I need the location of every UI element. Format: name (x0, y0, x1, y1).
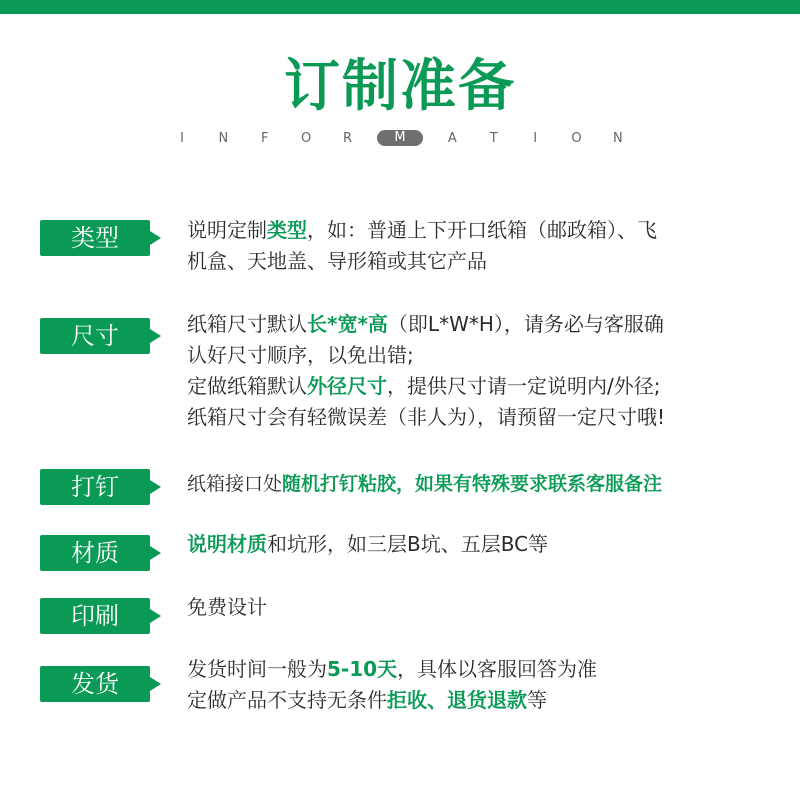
arrow-right-icon (150, 609, 161, 623)
body-text: 等 (527, 688, 547, 712)
highlight-text: 拒收、退货退款 (387, 688, 527, 712)
highlight-text: 类型 (267, 218, 307, 242)
section-description (187, 215, 767, 277)
section-label: 打钉 (71, 473, 119, 501)
highlight-text: 外径尺寸 (307, 374, 387, 398)
arrow-right-icon (150, 677, 161, 691)
section-description (187, 654, 767, 716)
section-label-tag (40, 318, 150, 354)
subtitle-letter: I (180, 130, 184, 146)
subtitle-letter: N (613, 130, 623, 146)
description-line (187, 592, 767, 623)
subtitle-letter: F (261, 130, 269, 146)
body-text: ，如：普通上下开口纸箱（邮政箱）、飞 (307, 218, 657, 242)
body-text: ，提供尺寸请一定说明内/外径; (387, 374, 661, 398)
subtitle-letter: R (343, 130, 353, 146)
description-line (187, 215, 767, 246)
highlight-text: 长*宽*高 (307, 312, 388, 336)
section-label-tag (40, 666, 150, 702)
body-text: 纸箱接口处 (187, 473, 283, 495)
section-label: 类型 (71, 224, 119, 252)
subtitle-highlight-letter: M (377, 130, 423, 146)
description-line (187, 529, 767, 560)
description-line (187, 654, 767, 685)
arrow-right-icon (150, 480, 161, 494)
section-label-tag (40, 220, 150, 256)
description-line (187, 371, 767, 402)
subtitle-letter: A (447, 130, 457, 146)
description-line (187, 309, 767, 340)
body-text: 定做产品不支持无条件 (187, 688, 387, 712)
section-label: 尺寸 (71, 322, 119, 350)
arrow-right-icon (150, 546, 161, 560)
subtitle-letter: N (218, 130, 229, 146)
page-title: 订制准备 (284, 54, 516, 119)
subtitle-letter: I (533, 130, 538, 146)
highlight-text: 随机打钉粘胶，如果有特殊要求联系客服备注 (282, 473, 663, 495)
subtitle-letter: T (489, 130, 498, 146)
body-text: 纸箱尺寸默认 (187, 312, 307, 336)
body-text: 说明定制 (187, 218, 267, 242)
body-text: 发货时间一般为 (187, 657, 327, 681)
section-label: 材质 (71, 539, 119, 567)
body-text: 免费设计 (187, 595, 267, 619)
description-line (187, 246, 767, 277)
section-label: 发货 (71, 670, 119, 698)
subtitle-letter: O (571, 130, 582, 146)
body-text: 认好尺寸顺序，以免出错; (187, 343, 414, 367)
body-text: 纸箱尺寸会有轻微误差（非人为），请预留一定尺寸哦! (187, 405, 666, 429)
body-text: ，具体以客服回答为准 (397, 657, 598, 681)
section-label: 印刷 (71, 602, 119, 630)
body-text: （即L*W*H），请务必与客服确 (387, 312, 664, 336)
subtitle-letter: O (301, 130, 312, 146)
body-text: 和坑形，如三层B坑、五层BC等 (267, 532, 549, 556)
arrow-right-icon (150, 231, 161, 245)
subtitle-information (170, 128, 630, 148)
description-line (187, 402, 767, 433)
description-line (187, 340, 767, 371)
section-label-tag (40, 598, 150, 634)
body-text: 定做纸箱默认 (187, 374, 307, 398)
description-line (187, 469, 767, 500)
top-accent-bar (0, 0, 800, 14)
arrow-right-icon (150, 329, 161, 343)
section-label-tag (40, 535, 150, 571)
section-description (187, 469, 767, 500)
description-line (187, 685, 767, 716)
section-description (187, 592, 767, 623)
highlight-text: 说明材质 (187, 532, 267, 556)
section-description (187, 529, 767, 560)
section-label-tag (40, 469, 150, 505)
section-description (187, 309, 767, 433)
highlight-text: 5-10天 (327, 657, 398, 681)
body-text: 机盒、天地盖、导形箱或其它产品 (187, 249, 487, 273)
